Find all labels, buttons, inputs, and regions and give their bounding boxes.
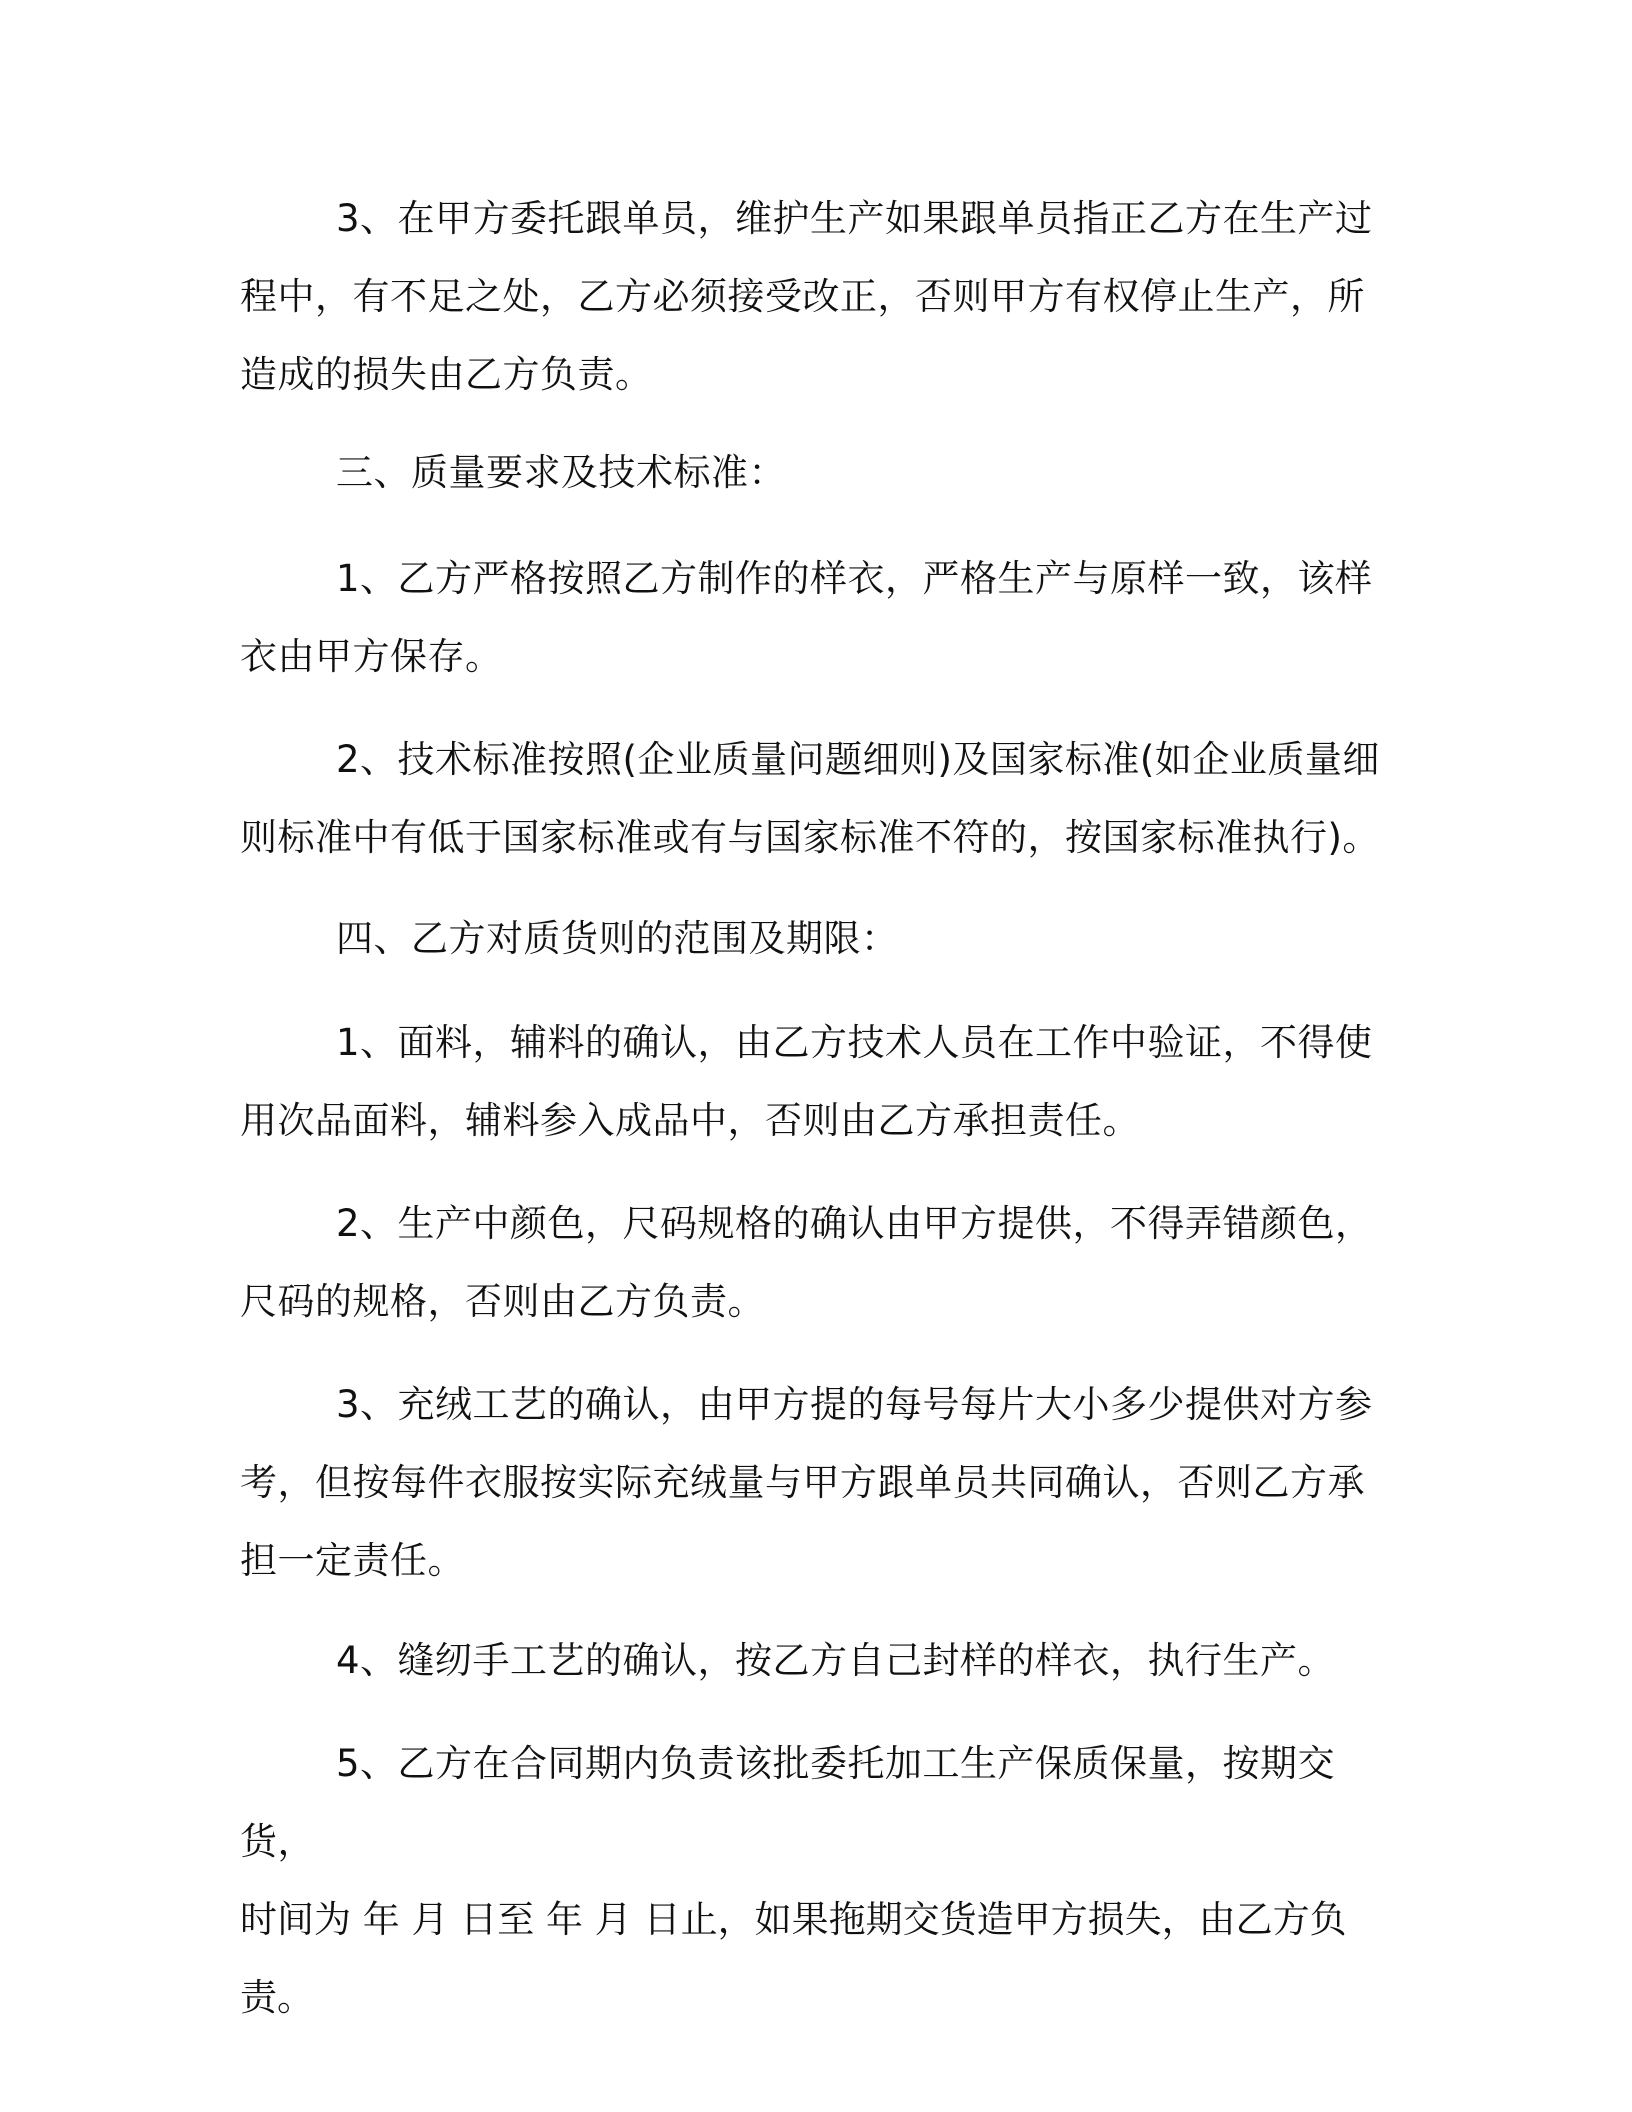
paragraph-2-colors (240, 1185, 1400, 1341)
text-line: 2、生产中颜色，尺码规格的确认由甲方提供，不得弄错颜色， (336, 1202, 1373, 1245)
text-line: 程中，有不足之处，乙方必须接受改正，否则甲方有权停止生产，所 (240, 275, 1365, 318)
text-line: 1、面料，辅料的确认，由乙方技术人员在工作中验证，不得使 (336, 1021, 1373, 1064)
text-line: 造成的损失由乙方负责。 (240, 353, 653, 396)
section-heading-scope (240, 900, 1400, 978)
text-line: 用次品面料，辅料参入成品中，否则由乙方承担责任。 (240, 1099, 1140, 1142)
paragraph-2-standards (240, 721, 1400, 877)
text-line: 三、质量要求及技术标准： (336, 451, 786, 494)
text-line: 担一定责任。 (240, 1539, 465, 1582)
text-line: 3、在甲方委托跟单员，维护生产如果跟单员指正乙方在生产过 (336, 197, 1373, 240)
paragraph-4-sewing (240, 1622, 1400, 1700)
text-line: 时间为 年 月 日至 年 月 日止，如果拖期交货造甲方损失，由乙方负责。 (240, 1898, 1347, 2019)
text-line: 衣由甲方保存。 (240, 635, 503, 678)
text-line: 四、乙方对质货则的范围及期限： (336, 917, 899, 960)
text-line: 尺码的规格，否则由乙方负责。 (240, 1280, 765, 1323)
text-line: 1、乙方严格按照乙方制作的样衣，严格生产与原样一致，该样 (336, 557, 1373, 600)
text-line: 4、缝纫手工艺的确认，按乙方自己封样的样衣，执行生产。 (336, 1639, 1336, 1682)
text-line: 5、乙方在合同期内负责该批委托加工生产保质保量，按期交货， (240, 1742, 1336, 1863)
section-heading-quality (240, 434, 1400, 512)
text-line: 则标准中有低于国家标准或有与国家标准不符的，按国家标准执行)。 (240, 816, 1380, 859)
text-line: 2、技术标准按照(企业质量问题细则)及国家标准(如企业质量细 (336, 738, 1380, 781)
paragraph-3-supervisor (240, 180, 1400, 414)
paragraph-1-materials (240, 1004, 1400, 1160)
text-line: 考，但按每件衣服按实际充绒量与甲方跟单员共同确认，否则乙方承 (240, 1461, 1365, 1504)
paragraph-1-sample (240, 540, 1400, 696)
paragraph-3-down-filling (240, 1366, 1400, 1600)
text-line: 3、充绒工艺的确认，由甲方提的每号每片大小多少提供对方参 (336, 1383, 1373, 1426)
paragraph-5-delivery (240, 1725, 1400, 2037)
